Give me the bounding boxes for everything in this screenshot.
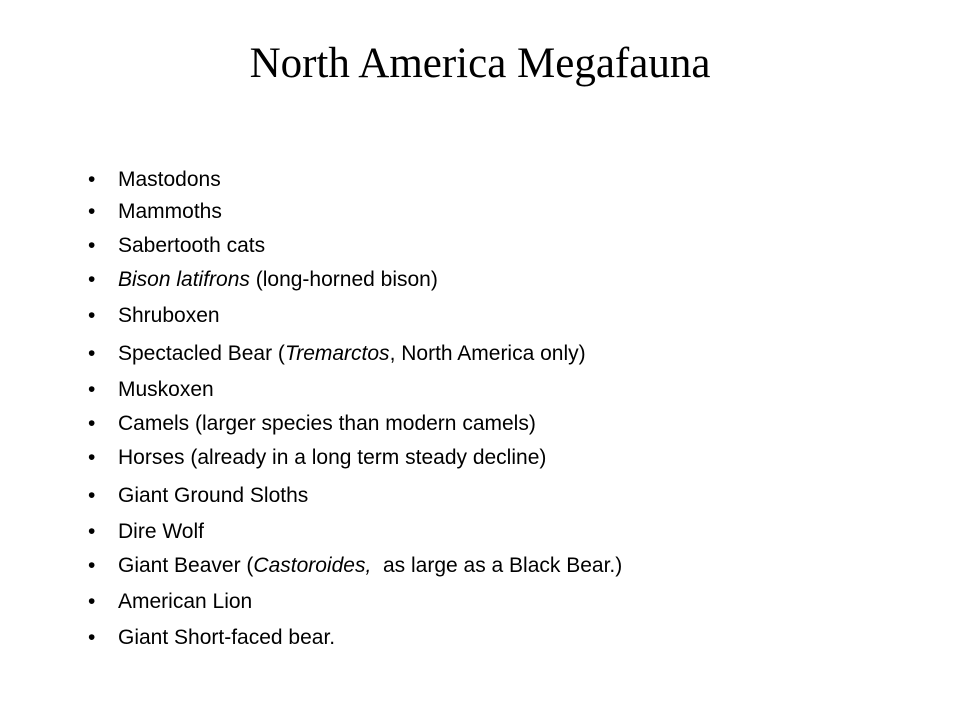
list-item-text	[118, 552, 622, 580]
text-segment: Giant Beaver (	[118, 554, 254, 577]
bullet-icon: •	[88, 342, 96, 365]
list-item-text	[118, 340, 586, 368]
list-item-text	[118, 302, 220, 330]
text-segment: Mammoths	[118, 200, 222, 223]
bullet-icon: •	[88, 446, 96, 469]
text-segment: Giant Short-faced bear.	[118, 626, 336, 649]
bullet-icon: •	[88, 234, 96, 257]
text-segment: as large as a Black Bear.)	[371, 554, 623, 577]
list-item-text	[118, 482, 308, 510]
bullet-icon: •	[88, 200, 96, 223]
list-item-text	[118, 198, 222, 226]
bullet-icon: •	[88, 412, 96, 435]
bullet-icon: •	[88, 520, 96, 543]
bullet-icon: •	[88, 626, 96, 649]
text-segment: Giant Ground Sloths	[118, 484, 309, 507]
bullet-icon: •	[88, 268, 96, 291]
text-segment: Horses (already in a long term steady decline)	[118, 446, 547, 469]
text-segment: American Lion	[118, 590, 253, 613]
text-segment: Sabertooth cats	[118, 234, 266, 257]
text-segment: , North America only)	[389, 342, 586, 365]
list-item-text	[118, 588, 252, 616]
text-segment: Muskoxen	[118, 378, 214, 401]
italic-text: Castoroides,	[253, 554, 372, 577]
list-item-text	[118, 518, 204, 546]
bullet-icon: •	[88, 168, 96, 191]
text-segment: Spectacled Bear (	[118, 342, 285, 365]
text-segment: (long-horned bison)	[249, 268, 438, 291]
slide-title: North America Megafauna	[249, 40, 711, 87]
list-item-text	[118, 266, 438, 294]
bullet-icon: •	[88, 304, 96, 327]
italic-text: Tremarctos	[284, 342, 390, 365]
list-item-text	[118, 166, 221, 194]
text-segment: Dire Wolf	[118, 520, 204, 543]
list-item-text	[118, 444, 546, 472]
bullet-icon: •	[88, 378, 96, 401]
bullet-icon: •	[88, 590, 96, 613]
text-segment: Mastodons	[118, 168, 221, 191]
list-item-text	[118, 624, 335, 652]
text-segment: Camels (larger species than modern camels)	[118, 412, 536, 435]
list-item-text	[118, 410, 536, 438]
list-item-text	[118, 232, 265, 260]
list-item-text	[118, 376, 214, 404]
text-segment: Shruboxen	[118, 304, 220, 327]
bullet-icon: •	[88, 554, 96, 577]
italic-text: Bison latifrons	[118, 268, 250, 291]
bullet-icon: •	[88, 484, 96, 507]
